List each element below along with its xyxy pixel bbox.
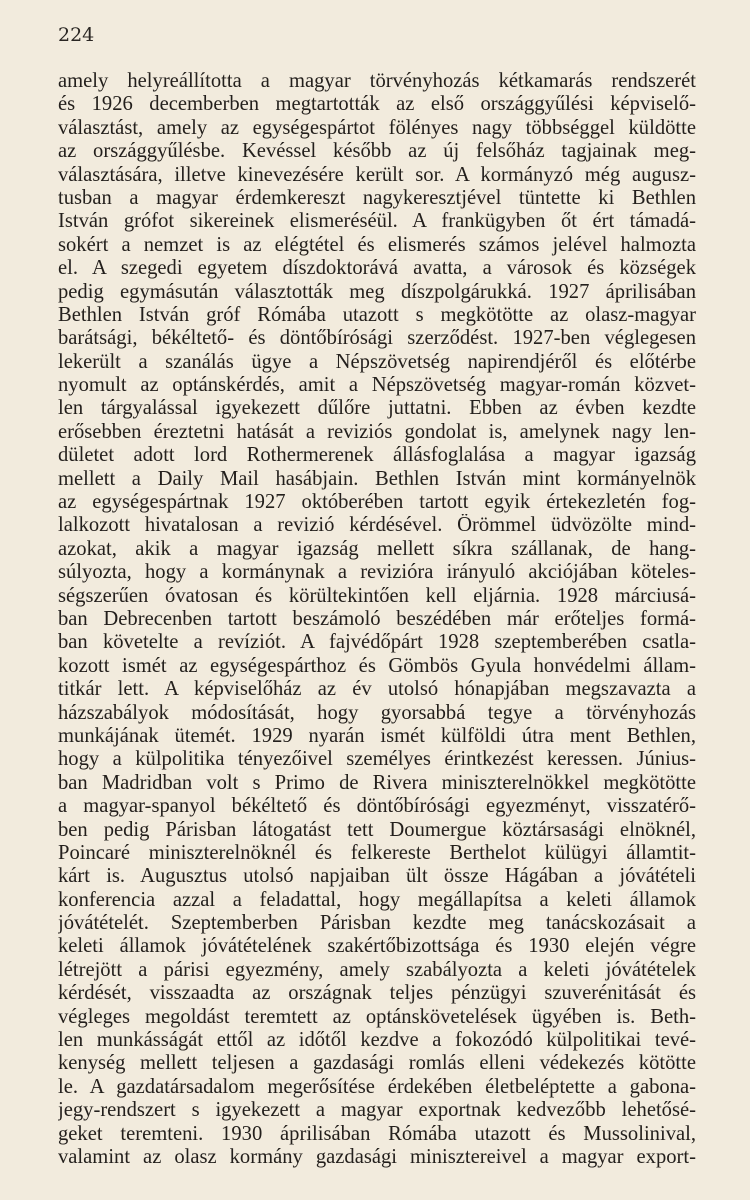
text-line: ségszerűen óvatosan és körültekintően kell eljárnia. 1928 márciusá- (58, 584, 696, 607)
text-line: ban követelte a revíziót. A fajvédőpárt 1928 szeptemberében csatla- (58, 631, 696, 654)
text-line: munkájának ütemét. 1929 nyarán ismét külföldi útra ment Bethlen, (58, 724, 696, 747)
text-line: ban Debrecenben tartott beszámoló beszédében már erőteljes formá- (58, 607, 696, 630)
text-line: jóvátételét. Szeptemberben Párisban kezdte meg tanácskozásait a (58, 912, 696, 935)
text-line: választására, illetve kinevezésére került sor. A kormányzó még augusz- (58, 163, 696, 186)
text-line: végleges megoldást teremtett az optánskövetelések ügyében is. Beth- (58, 1005, 696, 1028)
text-line: len tárgyalással igyekezett dűlőre juttatni. Ebben az évben kezdte (58, 397, 696, 420)
text-line: len munkásságát ettől az időtől kezdve a fokozódó külpolitikai tevé- (58, 1029, 696, 1052)
text-line: jegy-rendszert s igyekezett a magyar exportnak kedvezőbb lehetősé- (58, 1099, 696, 1122)
text-line: erősebben éreztetni hatását a reviziós gondolat is, amelynek nagy len- (58, 420, 696, 443)
text-line: és 1926 decemberben megtartották az első országgyűlési képviselő- (58, 93, 696, 116)
text-line: ben pedig Párisban látogatást tett Doumergue köztársasági elnöknél, (58, 818, 696, 841)
text-line: kozott ismét az egységespárthoz és Gömbös Gyula honvédelmi állam- (58, 654, 696, 677)
text-line: választást, amely az egységespártot fölényes nagy többséggel küldötte (58, 116, 696, 139)
text-line: valamint az olasz kormány gazdasági minisztereivel a magyar export- (58, 1145, 696, 1168)
text-line: pedig egymásután választották meg díszpolgárukká. 1927 áprilisában (58, 280, 696, 303)
text-line: kenység mellett teljesen a gazdasági romlás elleni védekezés kötötte (58, 1052, 696, 1075)
text-line: titkár lett. A képviselőház az év utolsó hónapjában megszavazta a (58, 678, 696, 701)
text-line: geket teremteni. 1930 áprilisában Rómába utazott és Mussolinival, (58, 1122, 696, 1145)
text-line: tusban a magyar érdemkereszt nagykeresztjével tüntette ki Bethlen (58, 186, 696, 209)
text-line: ban Madridban volt s Primo de Rivera miniszterelnökkel megkötötte (58, 771, 696, 794)
text-line: lekerült a szanálás ügye a Népszövetség napirendjéről és előtérbe (58, 350, 696, 373)
page-number: 224 (58, 24, 95, 46)
text-line: dületet adott lord Rothermerenek állásfoglalása a magyar igazság (58, 444, 696, 467)
text-line: el. A szegedi egyetem díszdoktorává avatta, a városok és községek (58, 257, 696, 280)
text-line: kárt is. Augusztus utolsó napjaiban ült össze Hágában a jóvátételi (58, 865, 696, 888)
text-line: sokért a nemzet is az elégtétel és elismerés számos jelével halmozta (58, 233, 696, 256)
body-text (58, 70, 696, 1169)
text-line: István grófot sikereinek elismeréséül. A frankügyben őt ért támadá- (58, 210, 696, 233)
text-line: lalkozott hivatalosan a revizió kérdésével. Örömmel üdvözölte mind- (58, 514, 696, 537)
text-line: kérdését, visszaadta az országnak teljes pénzügyi szuverénitását és (58, 982, 696, 1005)
text-line: hogy a külpolitika tényezőivel személyes érintkezést keressen. Június- (58, 748, 696, 771)
text-line: az országgyűlésbe. Kevéssel később az új felsőház tagjainak meg- (58, 140, 696, 163)
text-line: mellett a Daily Mail hasábjain. Bethlen István mint kormányelnök (58, 467, 696, 490)
text-line: Bethlen István gróf Rómába utazott s megkötötte az olasz-magyar (58, 303, 696, 326)
text-line: súlyozta, hogy a kormánynak a revizióra irányuló akciójában köteles- (58, 561, 696, 584)
text-line: barátsági, békéltető- és döntőbírósági szerződést. 1927-ben véglegesen (58, 327, 696, 350)
text-line: nyomult az optánskérdés, amit a Népszövetség magyar-román közvet- (58, 374, 696, 397)
text-line: házszabályok módosítását, hogy gyorsabbá tegye a törvényhozás (58, 701, 696, 724)
text-line: Poincaré miniszterelnöknél és felkereste Berthelot külügyi államtit- (58, 841, 696, 864)
text-line: konferencia azzal a feladattal, hogy megállapítsa a keleti államok (58, 888, 696, 911)
text-line: keleti államok jóvátételének szakértőbizottsága és 1930 elején végre (58, 935, 696, 958)
text-line: le. A gazdatársadalom megerősítése érdekében életbeléptette a gabona- (58, 1075, 696, 1098)
text-line: a magyar-spanyol békéltető és döntőbírósági egyezményt, visszatérő- (58, 795, 696, 818)
text-line: létrejött a párisi egyezmény, amely szabályozta a keleti jóvátételek (58, 958, 696, 981)
text-line: amely helyreállította a magyar törvényhozás kétkamarás rendszerét (58, 70, 696, 92)
text-line: az egységespártnak 1927 októberében tartott egyik értekezletén fog- (58, 491, 696, 514)
text-line: azokat, akik a magyar igazság mellett síkra szállanak, de hang- (58, 537, 696, 560)
